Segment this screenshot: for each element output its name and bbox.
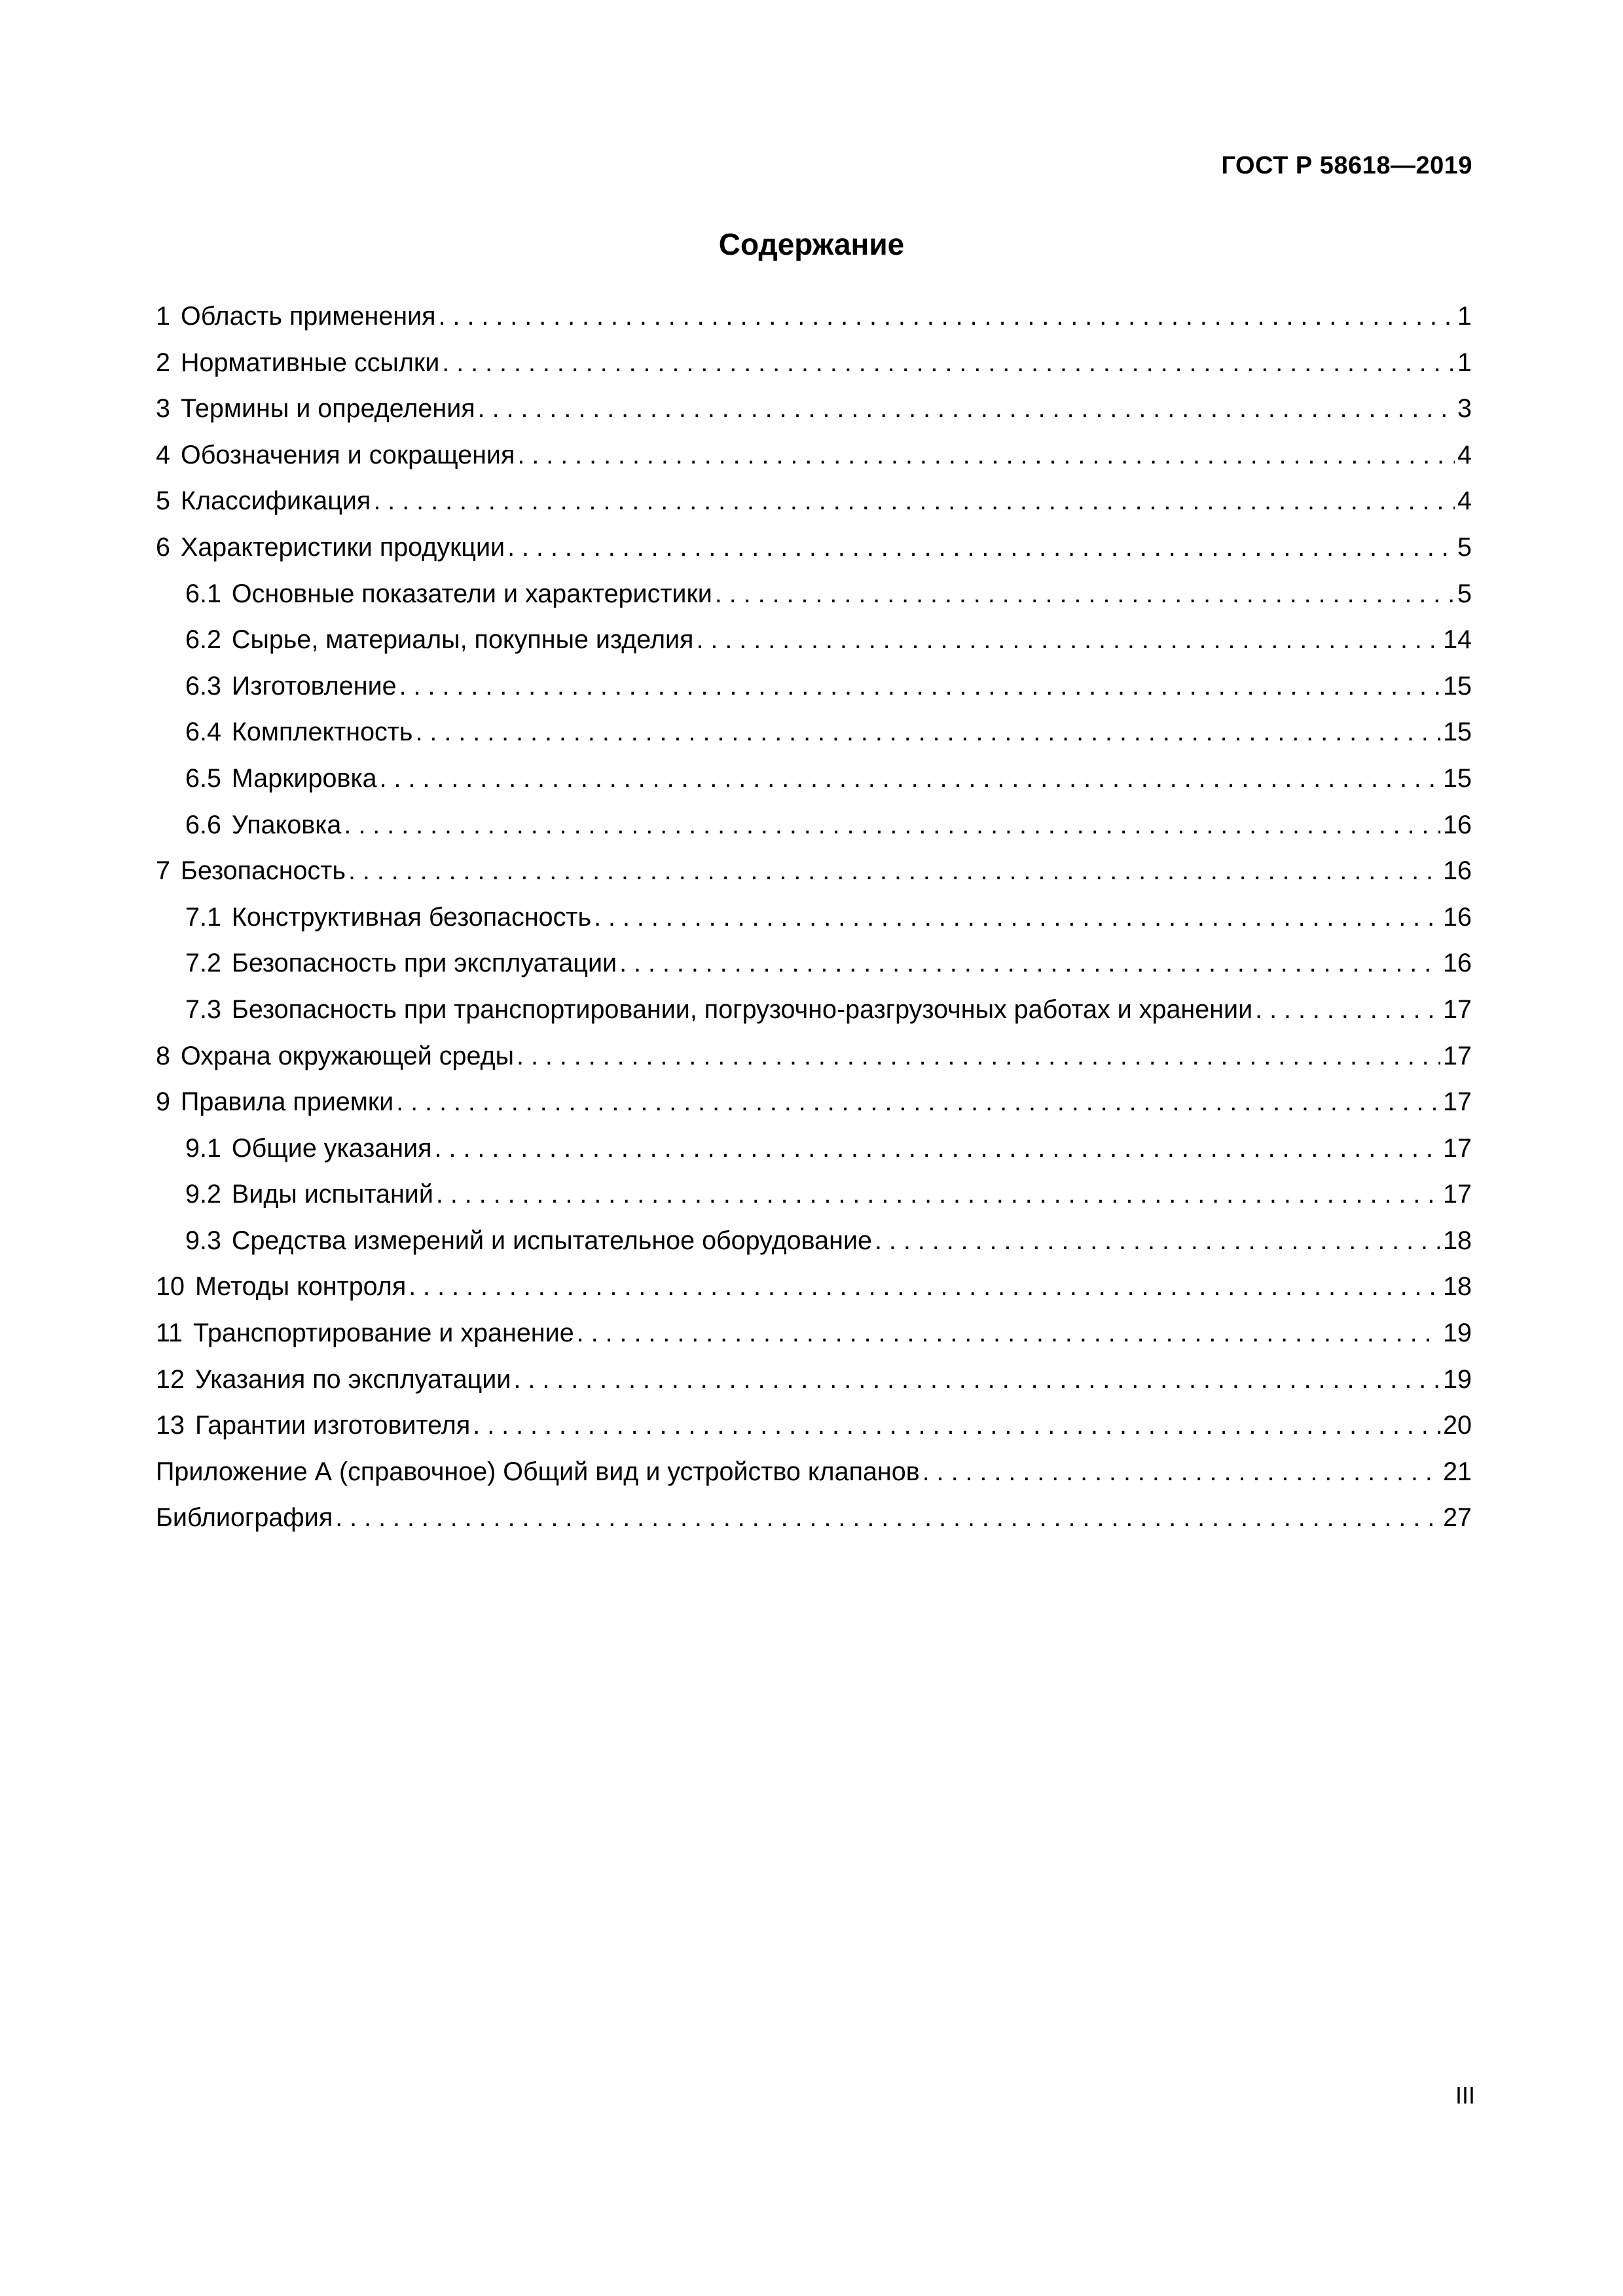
toc-entry-number: 4 [156,440,170,469]
dot-leader [435,1133,1441,1163]
toc-entry-page: 18 [1443,1226,1472,1255]
toc-entry-title: Основные показатели и характеристики [231,579,712,608]
toc-entry[interactable] [156,856,1472,902]
toc-entry-number: 13 [156,1411,185,1440]
toc-entry-title: Сырье, материалы, покупные изделия [231,625,694,655]
toc-entry[interactable] [156,902,1472,949]
toc-entry[interactable] [156,486,1472,532]
dot-leader [619,948,1440,978]
toc-entry-page: 21 [1443,1457,1472,1486]
toc-entry-title: Библиография [156,1503,333,1533]
toc-entry-page: 20 [1443,1411,1472,1440]
dot-leader [409,1271,1440,1302]
toc-entry-title: Комплектность [231,718,413,747]
toc-entry-page: 14 [1443,625,1472,655]
toc-entry[interactable] [156,1503,1472,1549]
toc-entry[interactable] [156,1087,1472,1133]
toc-entry[interactable] [156,579,1472,625]
dot-leader [380,763,1440,793]
toc-entry-number: 7.3 [185,994,221,1024]
toc-entry[interactable] [156,1133,1472,1180]
toc-entry[interactable] [156,393,1472,440]
toc-entry-page: 5 [1457,532,1472,562]
toc-entry-title: Указания по эксплуатации [194,1364,511,1394]
toc-entry-number: 2 [156,348,170,377]
dot-leader [517,1041,1440,1071]
toc-entry-number: 6.5 [185,763,221,793]
page-number: III [1455,2082,1475,2109]
toc-entry-title: Область применения [180,302,436,331]
toc-entry-number: 6.6 [185,810,221,839]
toc-entry-number: 10 [156,1272,185,1302]
dot-leader [1255,994,1440,1025]
toc-entry-page: 16 [1443,810,1472,839]
toc-entry[interactable] [156,1410,1472,1457]
toc-entry-page: 19 [1443,1319,1472,1348]
toc-entry-title: Транспортирование и хранение [193,1319,574,1348]
dot-leader [399,671,1440,701]
toc-entry-number: 9.2 [185,1180,221,1209]
toc-entry[interactable] [156,1318,1472,1364]
toc-entry-number: 6.1 [185,579,221,608]
toc-entry[interactable] [156,948,1472,994]
toc-entry-title: Конструктивная безопасность [231,902,592,932]
dot-leader [875,1226,1440,1256]
toc-entry[interactable] [156,301,1472,348]
toc-entry-number: 12 [156,1364,185,1394]
table-of-contents [156,301,1472,1549]
toc-entry-page: 5 [1457,579,1472,608]
toc-entry-number: 6 [156,532,170,562]
dot-leader [442,348,1455,378]
toc-entry[interactable] [156,1271,1472,1318]
toc-entry-page: 15 [1443,718,1472,747]
toc-entry[interactable] [156,810,1472,856]
toc-entry-page: 17 [1443,1133,1472,1163]
toc-entry-page: 4 [1457,440,1472,469]
dot-leader [473,1410,1440,1440]
toc-entry-title: Средства измерений и испытательное оборудование [231,1226,872,1255]
toc-entry-number: 11 [156,1319,183,1348]
toc-entry-number: 7.2 [185,949,221,978]
toc-entry-page: 17 [1443,1087,1472,1117]
toc-entry[interactable] [156,440,1472,486]
toc-entry-title: Безопасность при транспортировании, погрузочно-разгрузочных работах и хранении [231,994,1253,1024]
toc-entry-title: Характеристики продукции [180,532,505,562]
dot-leader [439,301,1455,331]
toc-entry-title: Правила приемки [180,1087,394,1117]
toc-entry-number: 9.1 [185,1133,221,1163]
toc-entry-page: 17 [1443,1041,1472,1070]
toc-entry-page: 1 [1457,348,1472,377]
dot-leader [577,1318,1440,1348]
toc-entry-title: Безопасность при эксплуатации [231,949,617,978]
toc-entry-number: 7 [156,856,170,886]
document-code: ГОСТ Р 58618—2019 [1221,152,1472,179]
dot-leader [922,1457,1440,1487]
dot-leader [594,902,1440,932]
toc-entry[interactable] [156,1457,1472,1503]
toc-entry-number: 6.2 [185,625,221,655]
toc-entry-title: Охрана окружающей среды [180,1041,514,1070]
toc-entry-number: 3 [156,394,170,424]
toc-entry-title: Изготовление [231,671,397,701]
dot-leader [696,625,1440,655]
toc-entry-number: 6.4 [185,718,221,747]
toc-entry-page: 3 [1457,394,1472,424]
toc-entry-number: 5 [156,486,170,516]
toc-entry-page: 16 [1443,949,1472,978]
toc-entry-title: Термины и определения [180,394,475,424]
toc-entry-title: Маркировка [231,763,377,793]
dot-leader [507,532,1455,562]
toc-entry-number: 9.3 [185,1226,221,1255]
toc-title: Содержание [718,227,905,261]
toc-entry[interactable] [156,671,1472,718]
toc-entry-number: 1 [156,302,170,331]
toc-entry[interactable] [156,1041,1472,1087]
toc-entry-number: 7.1 [185,902,221,932]
dot-leader [335,1503,1440,1533]
toc-entry-page: 1 [1457,302,1472,331]
toc-entry[interactable] [156,532,1472,579]
toc-entry[interactable] [156,717,1472,763]
toc-entry-page: 19 [1443,1364,1472,1394]
toc-entry-page: 17 [1443,994,1472,1024]
toc-entry-page: 16 [1443,902,1472,932]
dot-leader [348,856,1440,886]
toc-entry-page: 15 [1443,763,1472,793]
toc-entry-title: Нормативные ссылки [180,348,440,377]
dot-leader [517,440,1455,470]
toc-entry-title: Гарантии изготовителя [194,1411,471,1440]
dot-leader [373,486,1455,516]
toc-entry-page: 16 [1443,856,1472,886]
dot-leader [715,579,1455,609]
toc-entry-title: Безопасность [180,856,346,886]
toc-entry-title: Упаковка [231,810,342,839]
toc-entry-title: Классификация [180,486,371,516]
dot-leader [513,1364,1440,1394]
toc-entry-number: 9 [156,1087,170,1117]
toc-entry-page: 27 [1443,1503,1472,1533]
toc-entry-page: 17 [1443,1180,1472,1209]
toc-entry-title: Виды испытаний [231,1180,433,1209]
dot-leader [344,810,1440,840]
dot-leader [396,1087,1440,1117]
toc-entry-title: Методы контроля [194,1272,407,1302]
toc-entry-page: 18 [1443,1272,1472,1302]
toc-entry-page: 15 [1443,671,1472,701]
toc-entry-title: Приложение А (справочное) Общий вид и устройство клапанов [156,1457,920,1486]
toc-entry-number: 6.3 [185,671,221,701]
dot-leader [436,1179,1440,1209]
dot-leader [415,717,1440,747]
toc-entry[interactable] [156,1226,1472,1272]
toc-entry[interactable] [156,763,1472,810]
dot-leader [478,393,1455,424]
toc-entry[interactable] [156,1364,1472,1411]
toc-entry[interactable] [156,994,1472,1041]
toc-entry-title: Общие указания [231,1133,432,1163]
toc-entry[interactable] [156,1179,1472,1226]
toc-entry-title: Обозначения и сокращения [180,440,515,469]
toc-entry-page: 4 [1457,486,1472,516]
toc-entry-number: 8 [156,1041,170,1070]
toc-entry[interactable] [156,625,1472,671]
toc-entry[interactable] [156,348,1472,394]
